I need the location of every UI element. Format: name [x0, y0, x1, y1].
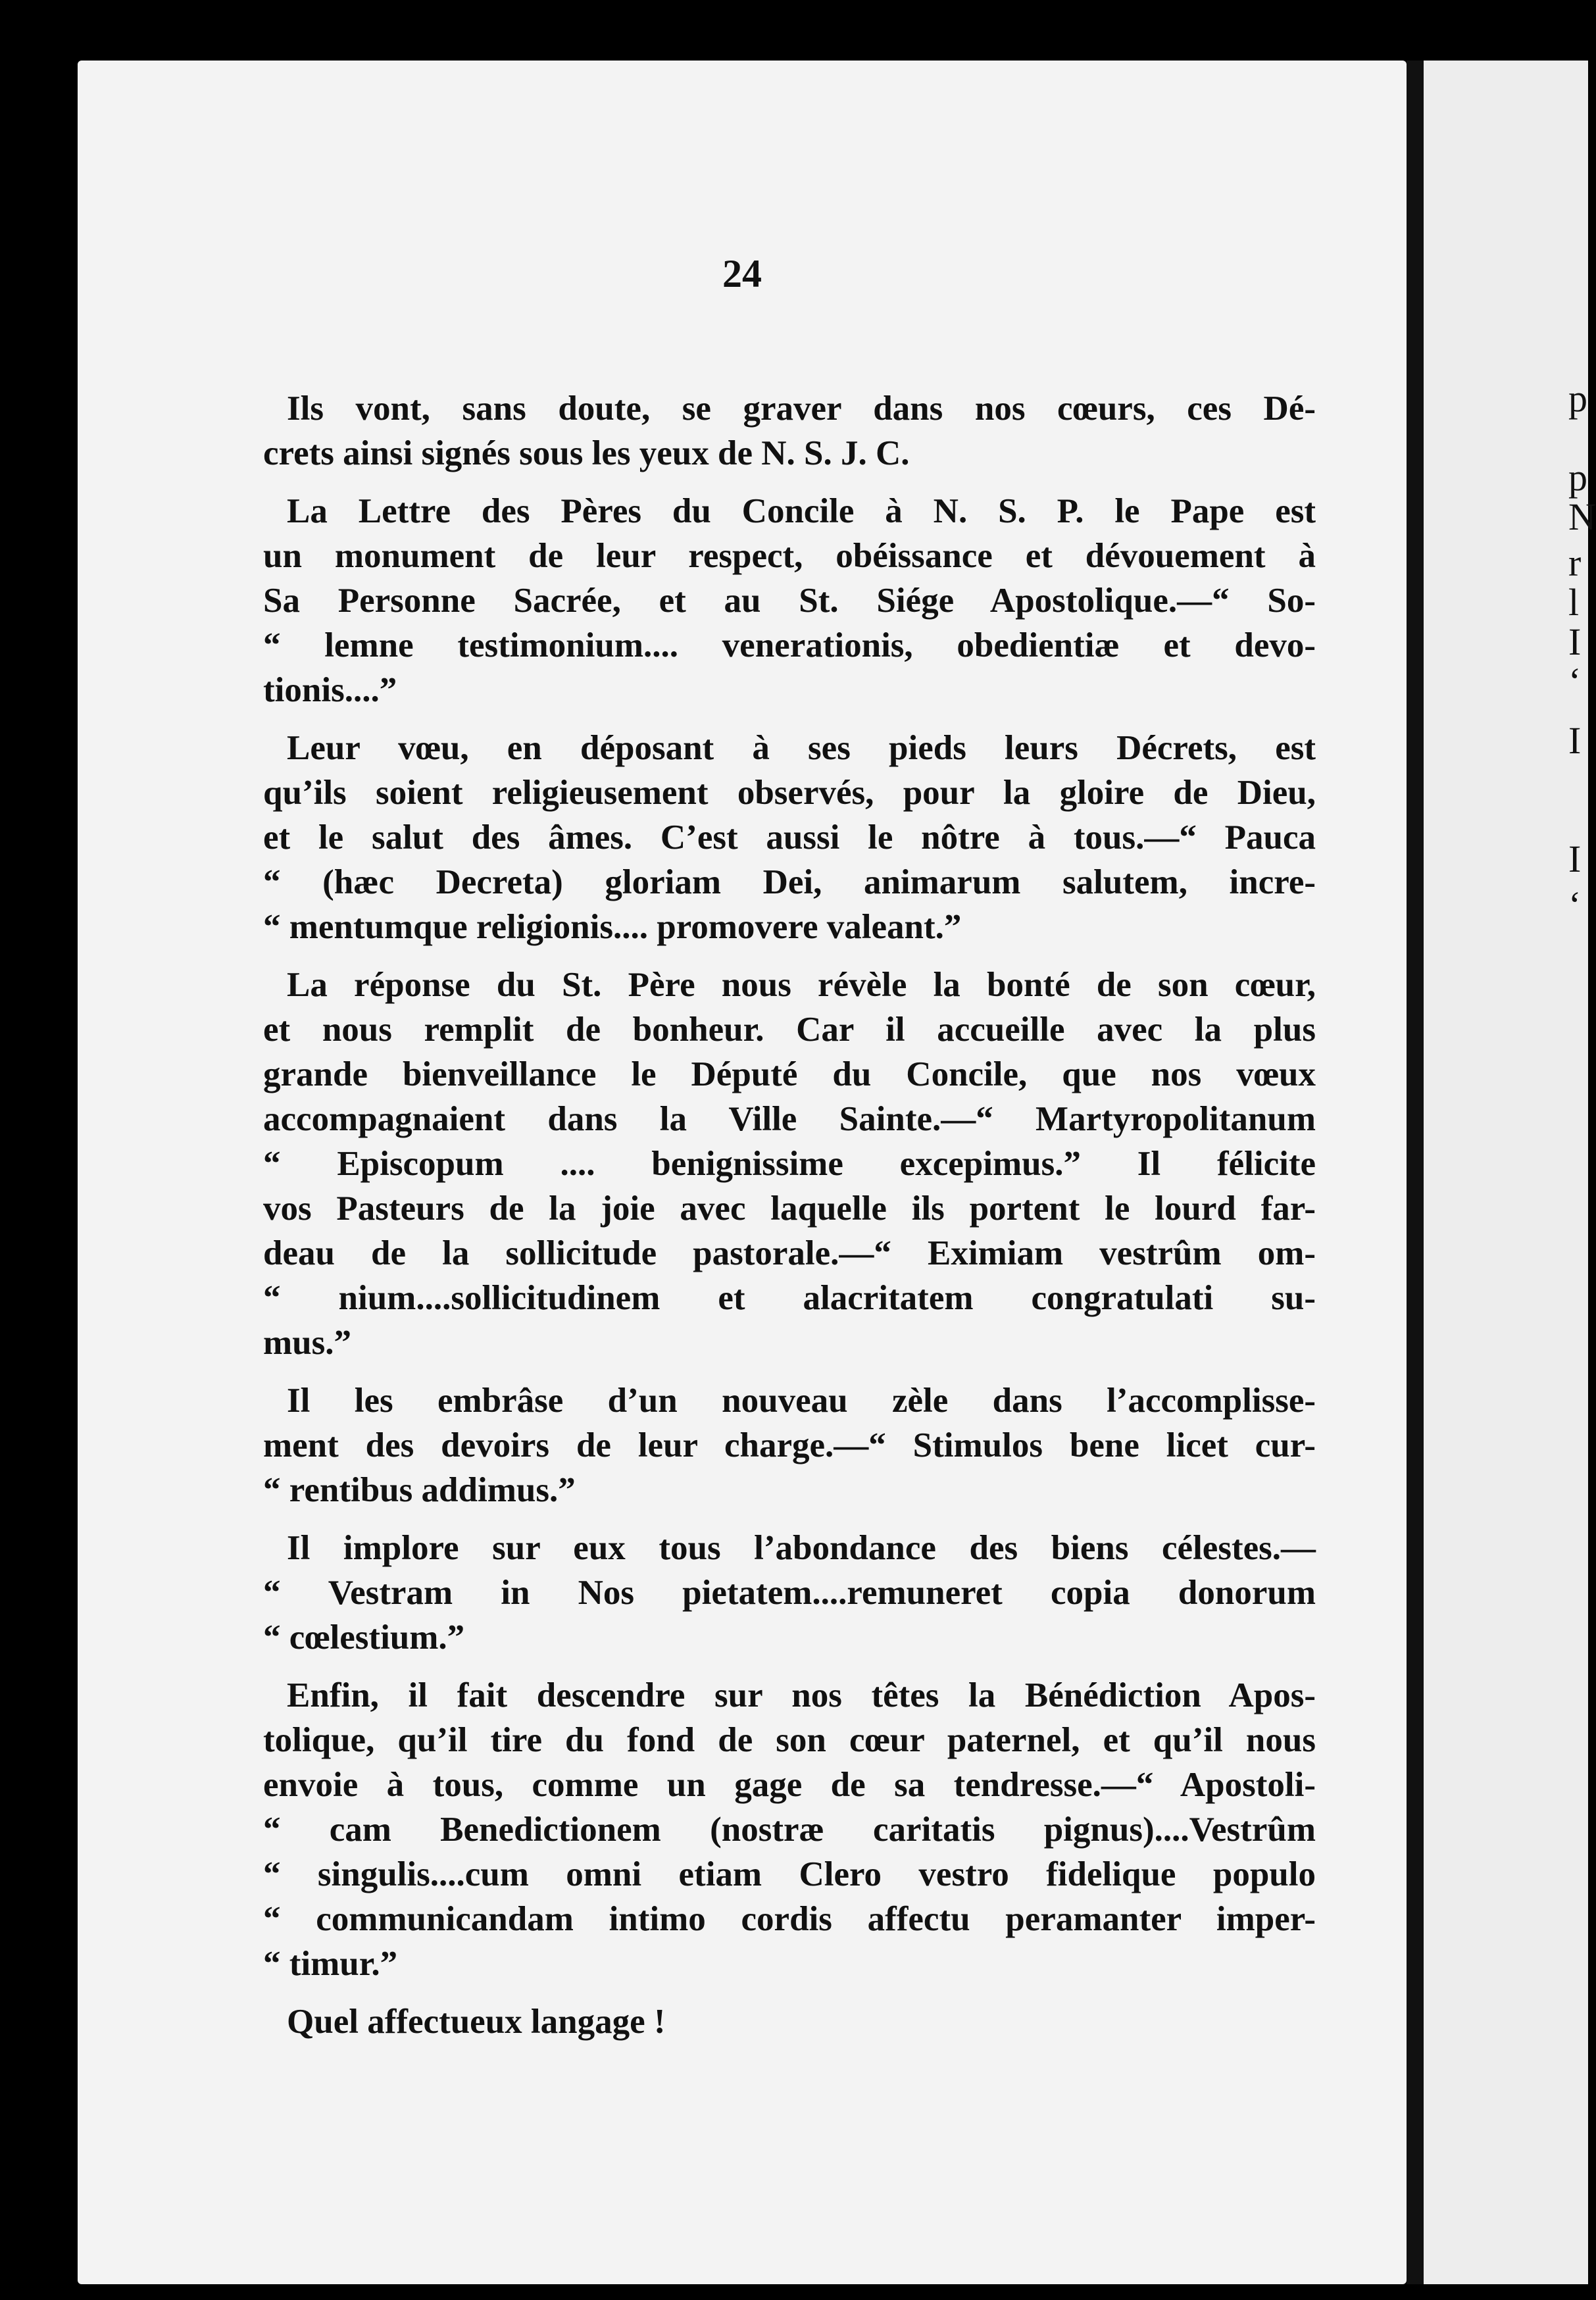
paragraph	[263, 1378, 1316, 1512]
text-line: Leur vœu, en déposant à ses pieds leurs Décrets, est	[287, 729, 1316, 767]
text-line: La Lettre des Pères du Concile à N. S. P. le Pape est	[287, 492, 1316, 530]
next-page-char: I	[1568, 620, 1582, 663]
text-line: et nous remplit de bonheur. Car il accueille avec la plus	[263, 1011, 1316, 1049]
text-line: envoie à tous, comme un gage de sa tendresse.—“ Apostoli-	[263, 1766, 1316, 1804]
text-line: accompagnaient dans la Ville Sainte.—“ Martyropolitanum	[263, 1100, 1316, 1138]
text-line: Enfin, il fait descendre sur nos têtes la Bénédiction Apos-	[287, 1676, 1316, 1714]
next-page-char: I	[1568, 719, 1582, 762]
text-line: “ mentumque religionis.... promovere valeant.”	[263, 908, 962, 946]
text-line: crets ainsi signés sous les yeux de N. S. J. C.	[263, 434, 910, 472]
paragraph	[263, 489, 1316, 712]
paragraph	[263, 726, 1316, 949]
next-page-char: ‘	[1568, 660, 1582, 703]
adjacent-page-fragment	[1424, 61, 1596, 2284]
text-line: “ communicandam intimo cordis affectu peramanter imper-	[263, 1900, 1316, 1938]
paragraph	[263, 386, 1316, 476]
text-line: tolique, qu’il tire du fond de son cœur paternel, et qu’il nous	[263, 1721, 1316, 1759]
text-line: “ cam Benedictionem (nostræ caritatis pignus)....Vestrûm	[263, 1811, 1316, 1849]
next-page-char: p	[1568, 377, 1587, 420]
paragraph	[263, 1526, 1316, 1660]
text-line: “ nium....sollicitudinem et alacritatem congratulati su-	[263, 1279, 1316, 1317]
text-line: Quel affectueux langage !	[287, 2003, 666, 2041]
text-line: tionis....”	[263, 671, 397, 709]
next-page-char: r	[1568, 541, 1582, 584]
text-line: “ cœlestium.”	[263, 1618, 465, 1657]
text-line: et le salut des âmes. C’est aussi le nôtre à tous.—“ Pauca	[263, 818, 1316, 857]
next-page-char: l	[1568, 581, 1580, 624]
text-line: grande bienveillance le Député du Concile, que nos vœux	[263, 1055, 1316, 1093]
text-line: “ rentibus addimus.”	[263, 1471, 576, 1509]
text-line: “ Episcopum .... benignissime excepimus.” Il félicite	[263, 1145, 1316, 1183]
text-line: “ lemne testimonium.... venerationis, obedientiæ et devo-	[263, 626, 1316, 664]
text-line: vos Pasteurs de la joie avec laquelle ils portent le lourd far-	[263, 1189, 1316, 1228]
text-line: “ (hæc Decreta) gloriam Dei, animarum salutem, incre-	[263, 863, 1316, 901]
paragraph	[263, 1999, 1316, 2044]
paragraph	[263, 963, 1316, 1365]
text-line: “ Vestram in Nos pietatem....remuneret copia donorum	[263, 1574, 1316, 1612]
next-page-char: ‘	[1568, 884, 1582, 926]
text-line: Il les embrâse d’un nouveau zèle dans l’accomplisse-	[287, 1382, 1316, 1420]
text-line: ment des devoirs de leur charge.—“ Stimulos bene licet cur-	[263, 1426, 1316, 1464]
text-line: un monument de leur respect, obéissance et dévouement à	[263, 537, 1316, 575]
text-line: Il implore sur eux tous l’abondance des biens célestes.—	[287, 1529, 1316, 1567]
body-text	[263, 386, 1316, 2057]
paragraph	[263, 1673, 1316, 1986]
text-line: “ singulis....cum omni etiam Clero vestro fidelique populo	[263, 1855, 1316, 1893]
text-line: Ils vont, sans doute, se graver dans nos cœurs, ces Dé-	[287, 389, 1316, 428]
book-page	[78, 61, 1407, 2284]
text-line: La réponse du St. Père nous révèle la bonté de son cœur,	[287, 966, 1316, 1004]
book-spine	[1407, 61, 1424, 2284]
text-line: qu’ils soient religieusement observés, pour la gloire de Dieu,	[263, 774, 1316, 812]
text-line: mus.”	[263, 1324, 352, 1362]
next-page-char: I	[1568, 838, 1582, 880]
text-line: Sa Personne Sacrée, et au St. Siége Apostolique.—“ So-	[263, 582, 1316, 620]
page-number: 24	[722, 252, 762, 295]
text-line: deau de la sollicitude pastorale.—“ Eximiam vestrûm om-	[263, 1234, 1316, 1272]
text-line: “ timur.”	[263, 1945, 398, 1983]
next-page-char: p	[1568, 456, 1587, 499]
next-page-char: N	[1568, 495, 1596, 538]
